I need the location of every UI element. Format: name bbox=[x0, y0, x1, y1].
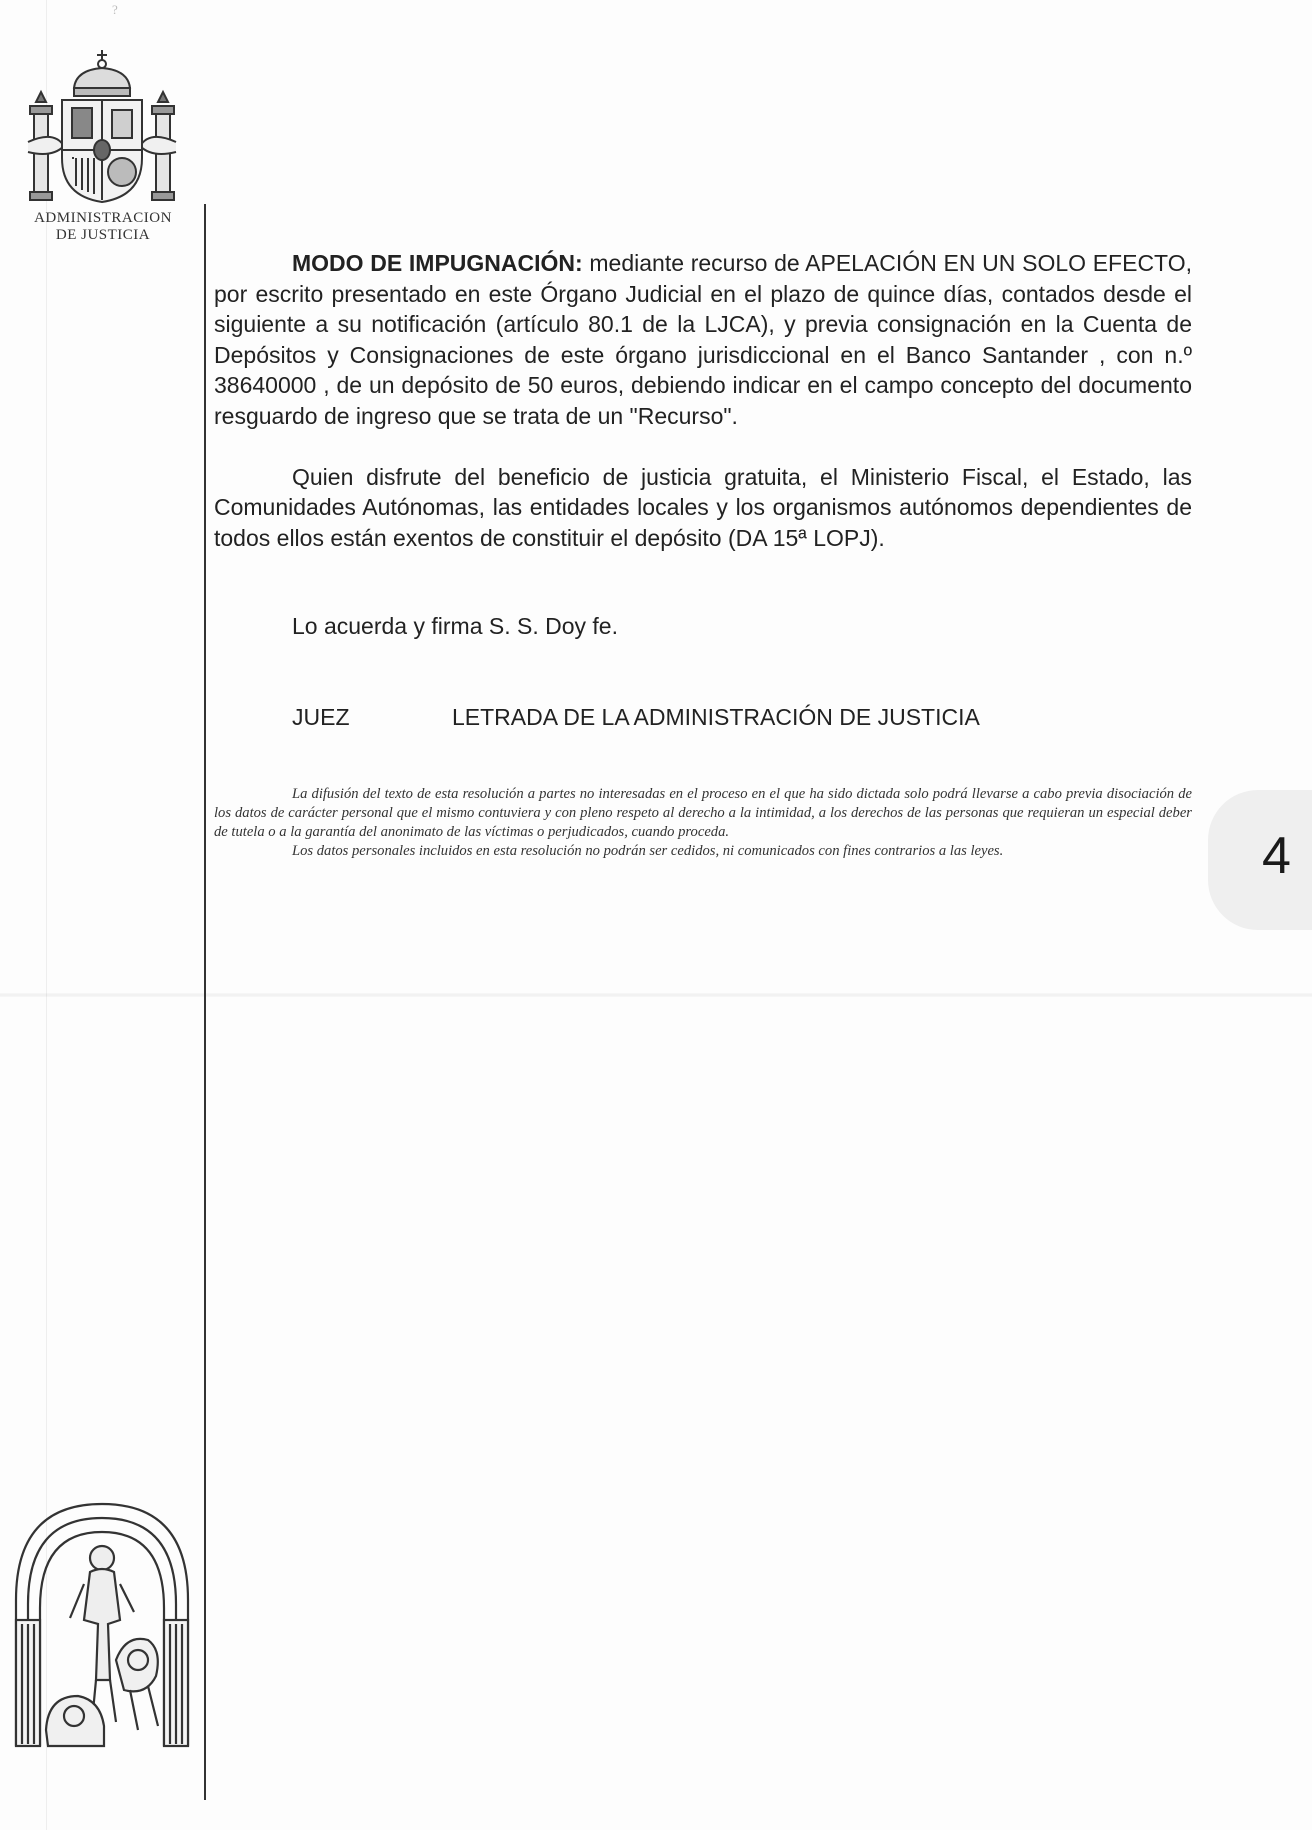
signature-clerk: LETRADA DE LA ADMINISTRACIÓN DE JUSTICIA bbox=[452, 703, 980, 730]
appeal-paragraph bbox=[214, 248, 1192, 432]
spain-coat-of-arms-icon bbox=[24, 46, 180, 206]
organization-line-2: DE JUSTICIA bbox=[55, 227, 151, 243]
page-tab bbox=[1208, 790, 1312, 930]
corner-mark: ? bbox=[112, 2, 118, 17]
document-body bbox=[214, 248, 1192, 861]
scan-fold-line bbox=[0, 993, 1312, 997]
organization-line-1: ADMINISTRACION bbox=[34, 210, 172, 226]
organization-caption bbox=[18, 210, 188, 244]
appeal-text: mediante recurso de APELACIÓN EN UN SOLO EFECTO, por escrito presentado en este Órgano Judicial en el plazo de quince días, contados desde el siguiente a su notificación (artículo 80.1 de la LJCA), y previa consignación en la Cuenta de Depósitos y Consignaciones de este órgano jurisdiccional en el Banco Santander , con n.º 38640000 , de un depósito de 50 euros, debiendo indicar en el campo concepto del documento resguardo de ingreso que se trata de un "Recurso". bbox=[214, 250, 1192, 429]
appeal-heading: MODO DE IMPUGNACIÓN: bbox=[292, 250, 583, 276]
signature-judge: JUEZ bbox=[292, 703, 350, 730]
footnote-paragraph-1: La difusión del texto de esta resolución a partes no interesadas en el proceso en el que ha sido dictada solo podrá llevarse a cabo previa disociación de los datos de carácter personal que el mismo contuviera y con pleno respeto al derecho a la intimidad, a los derechos de las personas que requieran un especial deber de tutela o a la garantía del anonimato de las víctimas o perjudicados, cuando proceda. bbox=[214, 785, 1192, 840]
page-number: 4 bbox=[1262, 827, 1291, 885]
andalucia-emblem-icon bbox=[12, 1500, 192, 1748]
privacy-footnote bbox=[214, 785, 1192, 861]
footnote-paragraph-2: Los datos personales incluidos en esta resolución no podrán ser cedidos, ni comunicados con fines contrarios a las leyes. bbox=[292, 842, 1004, 859]
exemption-paragraph: Quien disfrute del beneficio de justicia gratuita, el Ministerio Fiscal, el Estado, las Comunidades Autónomas, las entidades locales y los organismos autónomos dependientes de todos ellos están exentos de constituir el depósito (DA 15ª LOPJ). bbox=[214, 463, 1192, 551]
signature-block bbox=[214, 702, 1192, 733]
margin-rule bbox=[204, 204, 206, 1800]
agreement-paragraph: Lo acuerda y firma S. S. Doy fe. bbox=[292, 613, 618, 640]
